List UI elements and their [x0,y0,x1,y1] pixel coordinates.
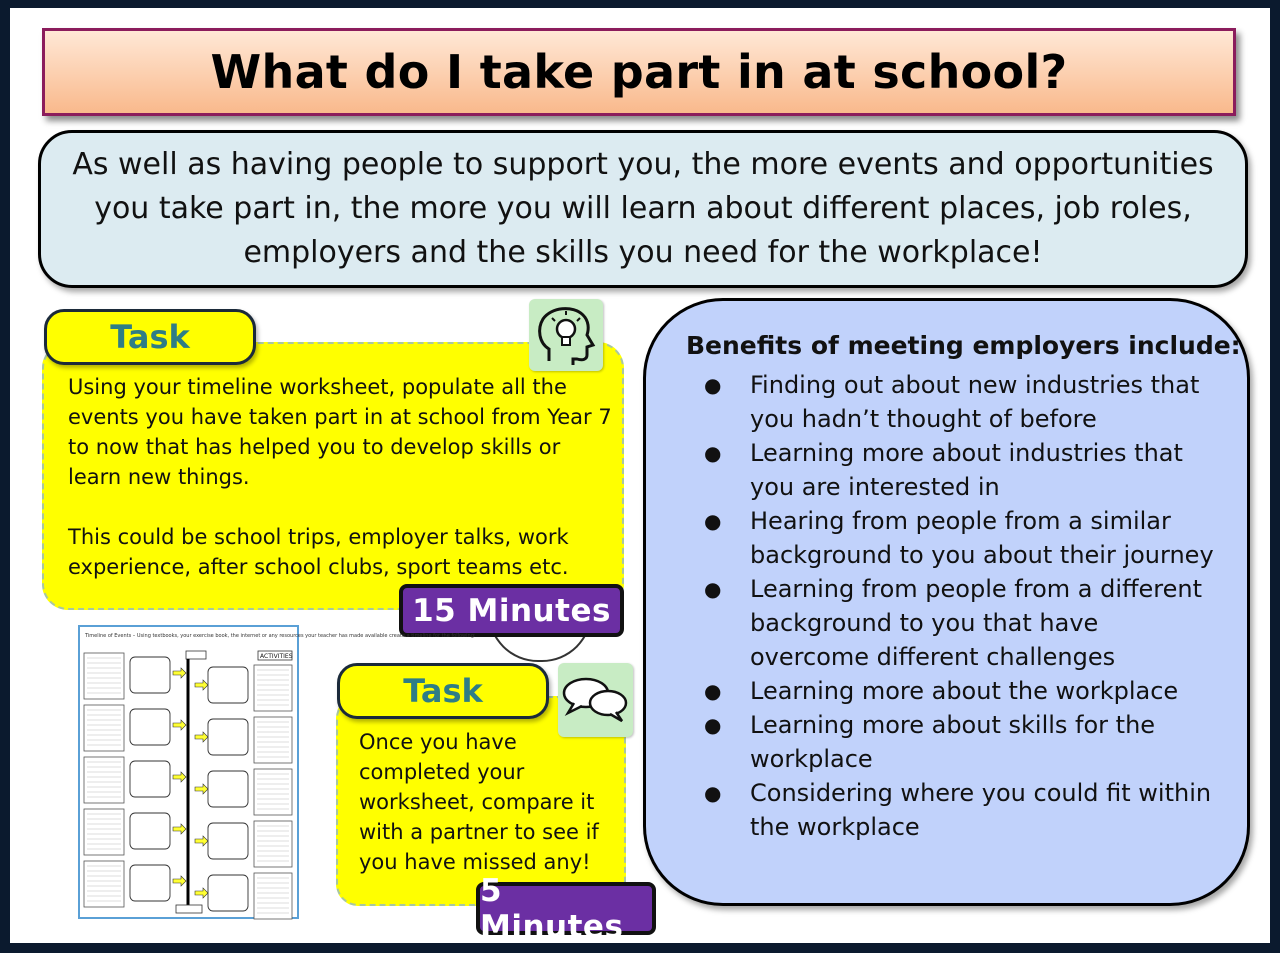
page-title: What do I take part in at school? [210,45,1068,99]
bullet-icon: ● [704,373,722,397]
task1-label-text: Task [110,318,190,356]
worksheet-event-box [208,667,248,703]
benefit-item: ● Learning from people from a different background to you that have overcome different challenges [700,572,1220,674]
worksheet-column-label: ACTIVITIES [260,653,293,660]
task2-time-text: 5 Minutes [480,872,624,945]
benefits-title: Benefits of meeting employers include: [686,331,1241,360]
worksheet-notes-box [254,717,292,763]
worksheet-notes-box [84,861,124,907]
task2-instructions: Once you have completed your worksheet, compare it with a partner to see if you have missed any! [359,730,599,874]
bullet-icon: ● [704,577,722,601]
worksheet-arrow-icon [173,876,186,886]
worksheet-notes-box [254,665,292,711]
lightbulb-head-icon [529,299,603,371]
benefit-item: ● Finding out about new industries that you hadn’t thought of before [700,368,1220,436]
title-banner [42,28,1236,116]
worksheet-arrow-icon [195,836,208,846]
worksheet-event-box [130,865,170,901]
speech-bubbles-icon [558,663,633,737]
worksheet-arrow-icon [173,824,186,834]
task1-instructions [68,372,613,612]
worksheet-arrow-icon [173,772,186,782]
worksheet-notes-box [84,653,124,699]
worksheet-notes-box [84,809,124,855]
worksheet-arrow-icon [195,784,208,794]
bullet-icon: ● [704,781,722,805]
intro-box [38,130,1248,288]
task2-label-text: Task [403,672,483,710]
worksheet-notes-box [254,873,292,919]
intro-text: As well as having people to support you, the more events and opportunities you take part in, the more you will learn about different places, job roles, employers and the skills you need for the workplace! [72,147,1214,270]
worksheet-event-box [208,823,248,859]
benefit-item: ● Learning more about industries that you are interested in [700,436,1220,504]
worksheet-event-box [208,719,248,755]
benefit-item: ● Learning more about the workplace [700,674,1220,708]
benefits-list [700,368,1220,844]
worksheet-event-box [130,761,170,797]
task2-time-badge [476,872,656,945]
worksheet-event-box [130,709,170,745]
svg-text:Timeline of Events – Using tex [84,633,476,639]
bullet-icon: ● [704,441,722,465]
bullet-icon: ● [704,509,722,533]
worksheet-arrow-icon [195,732,208,742]
bullet-icon: ● [704,713,722,737]
worksheet-notes-box [84,705,124,751]
task1-paragraph-1: Using your timeline worksheet, populate all the events you have taken part in at school from Year 7 to now that has helped you to develop skills or learn new things. [68,375,612,489]
task1-time-text: 15 Minutes [412,592,611,629]
worksheet-event-box [208,771,248,807]
bullet-icon: ● [704,679,722,703]
benefit-item: ● Considering where you could fit within the workplace [700,776,1220,844]
task1-time-badge [399,584,624,637]
worksheet-arrow-icon [195,680,208,690]
worksheet-event-box [208,875,248,911]
worksheet-arrow-icon [173,668,186,678]
worksheet-notes-box [254,821,292,867]
worksheet-arrow-icon [195,888,208,898]
benefit-item: ● Learning more about skills for the workplace [700,708,1220,776]
task1-paragraph-2: This could be school trips, employer talks, work experience, after school clubs, sport teams etc. [68,525,569,579]
worksheet-event-box [130,657,170,693]
worksheet-notes-box [254,769,292,815]
worksheet-notes-box [84,757,124,803]
task1-label [44,309,256,365]
task2-label [337,663,549,719]
worksheet-event-box [130,813,170,849]
worksheet-arrow-icon [173,720,186,730]
benefit-item: ● Hearing from people from a similar background to you about their journey [700,504,1220,572]
worksheet-heading: Timeline of Events – Using textbooks, your exercise book, the internet or any resources your teacher has made available create a timeline for the following: [85,633,476,639]
